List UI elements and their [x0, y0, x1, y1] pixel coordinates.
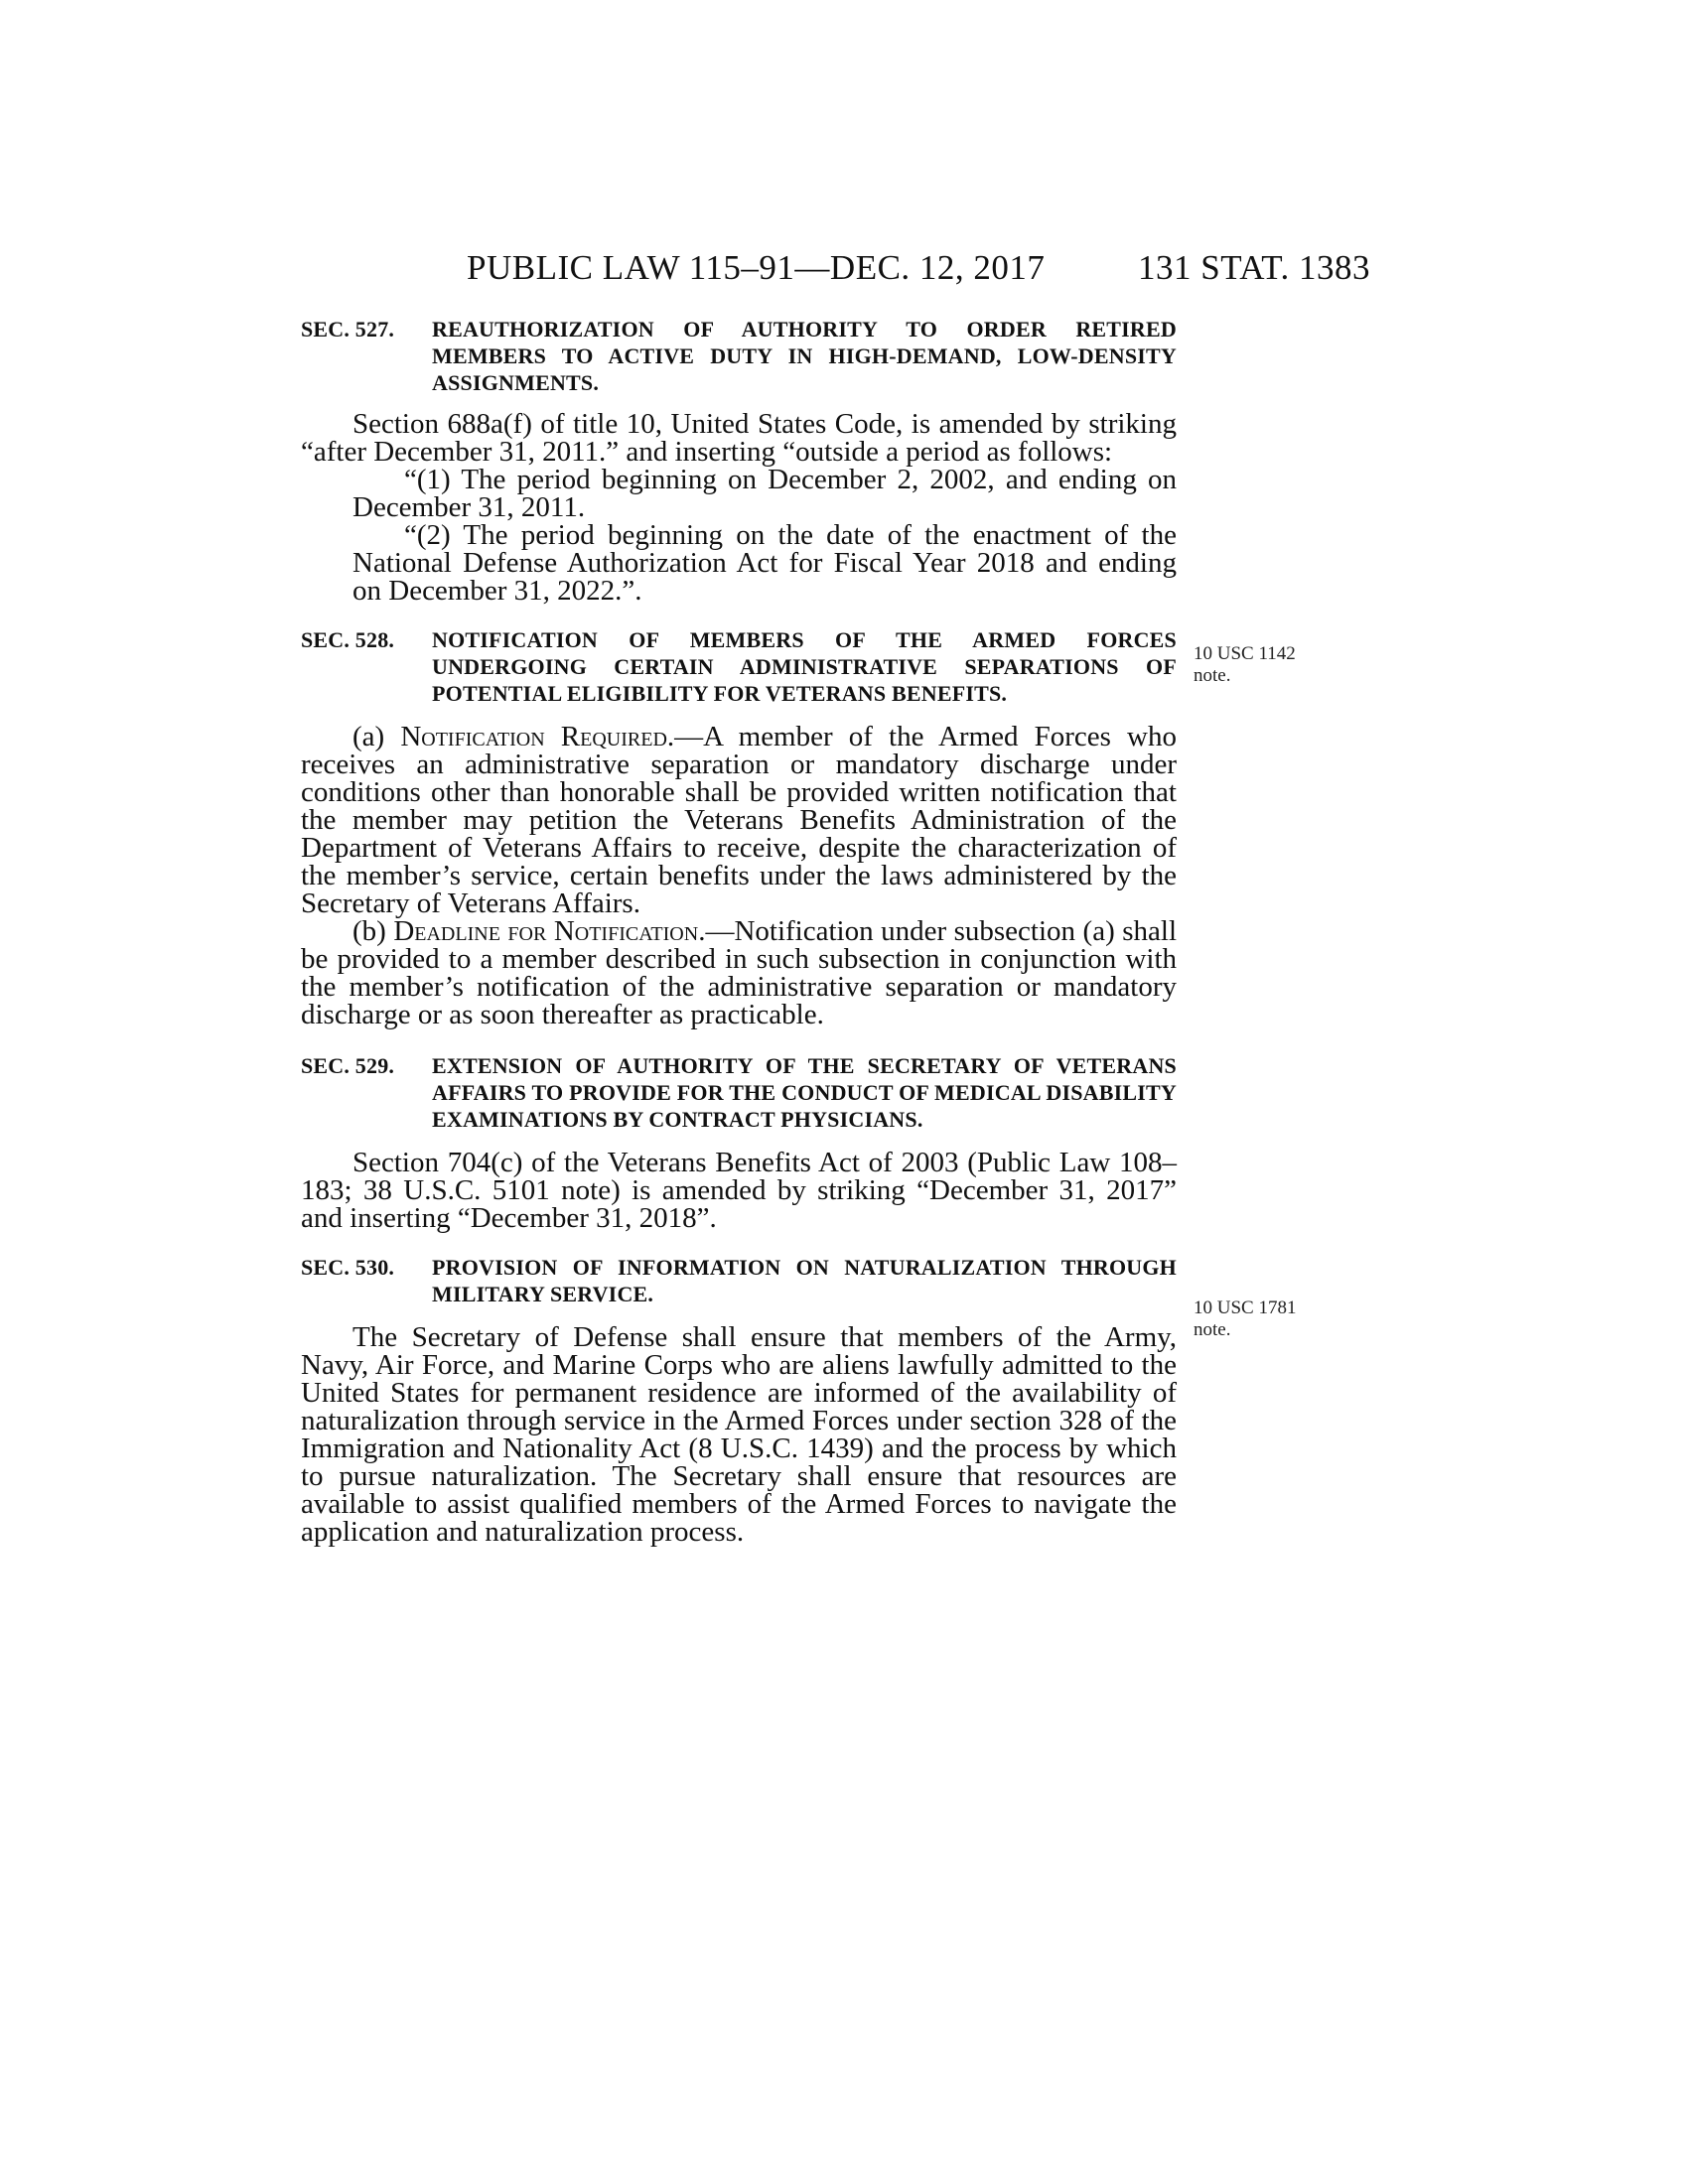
section-529 — [301, 1052, 1177, 1232]
section-heading — [301, 316, 1177, 396]
margin-note-sec-528 — [1194, 643, 1296, 687]
section-number: SEC. 528. — [301, 627, 395, 652]
section-528 — [301, 626, 1177, 1028]
margin-note-citation: 10 USC 1142 — [1194, 643, 1296, 664]
subsection-b — [301, 917, 1177, 1028]
section-title: EXTENSION OF AUTHORITY OF THE SECRETARY OF VETERANS AFFAIRS TO PROVIDE FOR THE CONDUCT OF MEDICAL DISABILITY EXAMINATIONS BY CONTRACT PHYSICIANS. — [432, 1053, 1177, 1132]
subsection-a — [301, 723, 1177, 917]
subsection-label: (a) — [352, 721, 401, 752]
section-body: The Secretary of Defense shall ensure that members of the Army, Navy, Air Force, and Marine Corps who are aliens lawfully admitted to the United States for permanent residence are informed of the availability of naturalization through service in the Armed Forces under section 328 of the Immigration and Nationality Act (8 U.S.C. 1439) and the process by which to pursue naturalization. The Secretary shall ensure that resources are available to assist qualified members of the Armed Forces to navigate the application and naturalization process. — [301, 1321, 1177, 1548]
margin-note-citation: 10 USC 1781 — [1194, 1297, 1297, 1318]
section-title: REAUTHORIZATION OF AUTHORITY TO ORDER RETIRED MEMBERS TO ACTIVE DUTY IN HIGH-DEMAND, LOW-DENSITY ASSIGNMENTS. — [432, 317, 1177, 395]
margin-note-sec-530 — [1194, 1297, 1296, 1341]
section-title: NOTIFICATION OF MEMBERS OF THE ARMED FORCES UNDERGOING CERTAIN ADMINISTRATIVE SEPARATIONS OF POTENTIAL ELIGIBILITY FOR VETERANS BENEFITS. — [432, 627, 1177, 706]
section-heading — [301, 1052, 1177, 1133]
margin-note-suffix: note. — [1194, 665, 1231, 686]
section-body: Section 704(c) of the Veterans Benefits Act of 2003 (Public Law 108–183; 38 U.S.C. 5101 note) is amended by striking “December 31, 2017” and inserting “December 31, 2018”. — [301, 1147, 1177, 1234]
subsection-text: .—Notification under subsection (a) shall be provided to a member described in such subsection in conjunction with the member’s notification of the administrative separation or mandatory discharge or as soon thereafter as practicable. — [301, 915, 1177, 1030]
quoted-item-1: “(1) The period beginning on December 2, 2002, and ending on December 31, 2011. — [352, 464, 1177, 523]
page-header — [457, 248, 1370, 288]
subsection-heading: Deadline for Notification — [393, 915, 699, 947]
subsection-text: .—A member of the Armed Forces who receives an administrative separation or mandatory discharge under conditions other than honorable shall be provided written notification that the member may petition the Veterans Benefits Administration of the Department of Veterans Affairs to receive, despite the characterization of the member’s service, certain benefits under the laws administered by the Secretary of Veterans Affairs. — [301, 721, 1178, 919]
section-heading — [301, 1254, 1177, 1307]
section-body: Section 688a(f) of title 10, United States Code, is amended by striking “after December 31, 2011.” and inserting “outside a period as follows: — [301, 408, 1177, 468]
section-title: PROVISION OF INFORMATION ON NATURALIZATION THROUGH MILITARY SERVICE. — [432, 1255, 1177, 1306]
section-number: SEC. 527. — [301, 317, 395, 341]
section-530 — [301, 1254, 1177, 1546]
margin-note-suffix: note. — [1194, 1319, 1231, 1340]
subsection-label: (b) — [352, 915, 394, 947]
stat-page-number: 131 STAT. 1383 — [1138, 248, 1370, 287]
section-527 — [301, 316, 1177, 605]
running-title: PUBLIC LAW 115–91—DEC. 12, 2017 — [467, 248, 1046, 287]
section-heading — [301, 626, 1177, 707]
section-number: SEC. 529. — [301, 1053, 395, 1078]
quoted-item-2: “(2) The period beginning on the date of the enactment of the National Defense Authorization Act for Fiscal Year 2018 and ending on December 31, 2022.”. — [352, 519, 1177, 607]
text-column — [301, 316, 1177, 1546]
subsection-heading: Notification Required — [400, 721, 667, 752]
section-number: SEC. 530. — [301, 1255, 395, 1280]
